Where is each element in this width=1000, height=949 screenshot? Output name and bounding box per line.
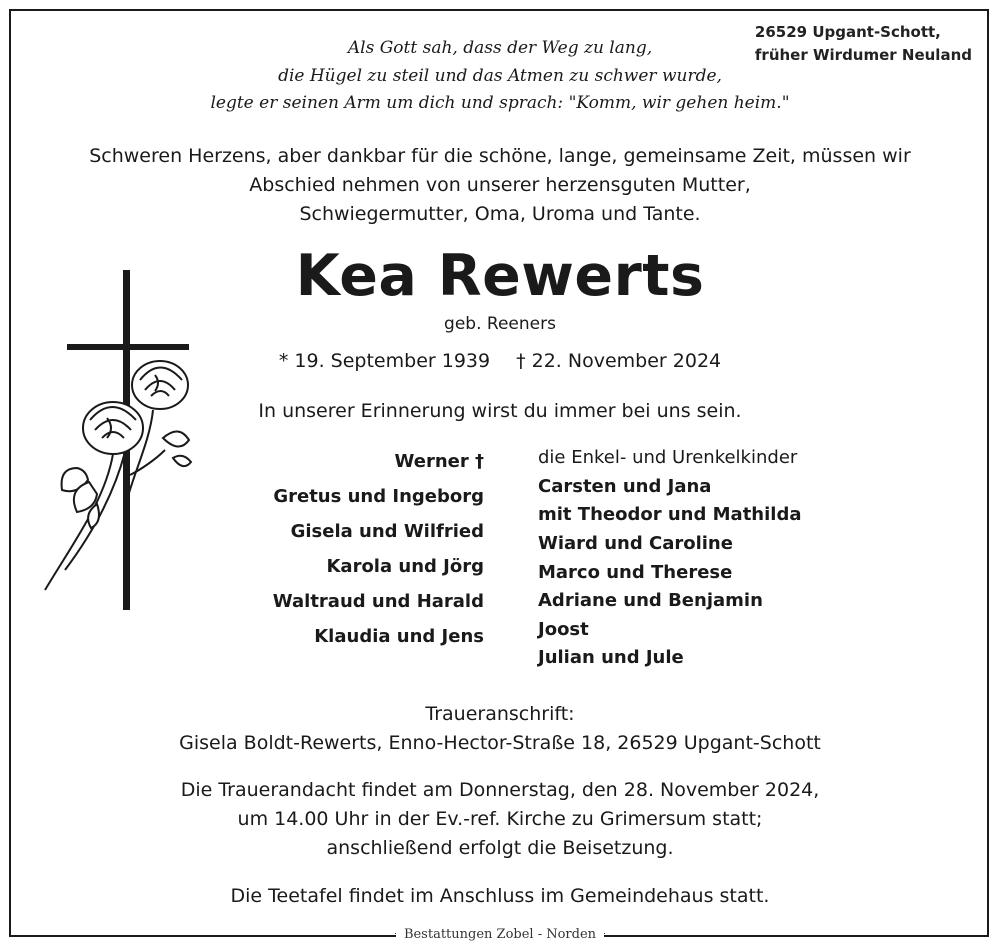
intro-line-1: Schweren Herzens, aber dankbar für die schöne, lange, gemeinsame Zeit, müssen wir — [89, 145, 911, 167]
grandchild-wiard: Wiard und Caroline — [538, 533, 733, 554]
family-member-waltraud: Waltraud und Harald — [272, 591, 484, 612]
mourning-address: Gisela Boldt-Rewerts, Enno-Hector-Straße 18, 26529 Upgant-Schott — [179, 732, 821, 754]
service-line-3: anschließend erfolgt die Beisetzung. — [326, 837, 674, 859]
service-line-2: um 14.00 Uhr in der Ev.-ref. Kirche zu Grimersum statt; — [237, 808, 763, 830]
maiden-name: geb. Reeners — [444, 314, 556, 334]
grandchild-carsten: Carsten und Jana — [538, 476, 712, 497]
verse-line-3: legte er seinen Arm um dich und sprach: "Komm, wir gehen heim." — [210, 93, 790, 113]
grandchild-joost: Joost — [538, 619, 589, 640]
grandchild-marco: Marco und Therese — [538, 562, 733, 583]
footer — [0, 923, 1000, 942]
grandchildren-heading: die Enkel- und Urenkelkinder — [538, 447, 798, 468]
intro-line-3: Schwiegermutter, Oma, Uroma und Tante. — [299, 203, 701, 225]
cross-with-roses-icon — [35, 270, 205, 615]
intro-line-2: Abschied nehmen von unserer herzensguten Mutter, — [249, 174, 751, 196]
verse-line-1: Als Gott sah, dass der Weg zu lang, — [347, 38, 653, 58]
address-line-1: 26529 Upgant-Schott, — [754, 23, 941, 41]
grandchild-theodor: mit Theodor und Mathilda — [538, 504, 802, 525]
address-line-2: früher Wirdumer Neuland — [754, 46, 972, 64]
deceased-name: Kea Rewerts — [295, 243, 705, 309]
funeral-home: Bestattungen Zobel - Norden — [396, 927, 604, 942]
family-member-werner: Werner † — [394, 451, 484, 472]
family-member-klaudia: Klaudia und Jens — [314, 626, 484, 647]
grandchild-julian: Julian und Jule — [538, 647, 684, 668]
grandchild-adriane: Adriane und Benjamin — [538, 590, 763, 611]
death-date: † 22. November 2024 — [516, 350, 722, 372]
service-line-1: Die Trauerandacht findet am Donnerstag, den 28. November 2024, — [180, 779, 820, 801]
family-member-karola: Karola und Jörg — [326, 556, 484, 577]
verse-line-2: die Hügel zu steil und das Atmen zu schwer wurde, — [278, 66, 722, 86]
family-member-gisela: Gisela und Wilfried — [290, 521, 484, 542]
tea-notice: Die Teetafel findet im Anschluss im Gemeindehaus statt. — [230, 885, 770, 907]
family-member-gretus: Gretus und Ingeborg — [273, 486, 484, 507]
mourning-address-label: Traueranschrift: — [425, 703, 575, 725]
birth-date: * 19. September 1939 — [278, 350, 491, 372]
memory-line: In unserer Erinnerung wirst du immer bei uns sein. — [258, 400, 742, 422]
